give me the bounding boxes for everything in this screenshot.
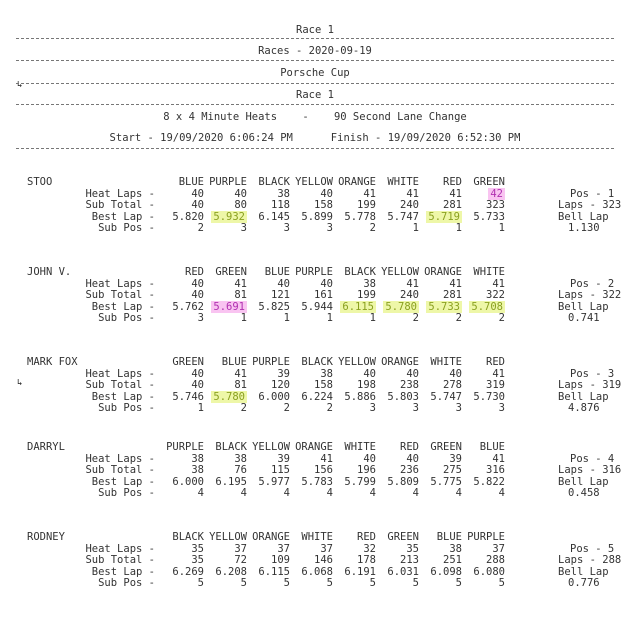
- row-label-best-lap: Best Lap -: [91, 300, 155, 313]
- cell-sub-total: 121: [271, 289, 290, 301]
- cell-best-lap: 6.000: [172, 475, 204, 488]
- cell-sub-total: 38: [191, 464, 204, 476]
- cell-heat-laps: 41: [492, 452, 505, 465]
- cell-heat-laps: 40: [449, 367, 462, 380]
- cell-sub-total: 81: [234, 379, 247, 391]
- cell-best-lap: 5.733: [428, 300, 460, 313]
- cell-best-lap: 6.269: [172, 565, 204, 578]
- lane-header: YELLOW: [338, 356, 376, 368]
- cell-best-lap: 6.191: [344, 565, 376, 578]
- cell-sub-total: 288: [486, 554, 505, 566]
- cell-sub-pos: 4: [283, 487, 290, 499]
- cell-heat-laps: 40: [191, 367, 204, 380]
- cell-heat-laps: 40: [234, 187, 247, 200]
- cell-best-lap: 6.208: [215, 565, 247, 578]
- final-position: Pos - 4: [570, 452, 615, 465]
- cell-heat-laps: 39: [277, 367, 290, 380]
- cell-sub-total: 178: [357, 554, 376, 566]
- cell-sub-total: 322: [486, 289, 505, 301]
- cell-sub-total: 80: [234, 199, 247, 211]
- cell-sub-total: 316: [486, 464, 505, 476]
- cell-sub-total: 213: [400, 554, 419, 566]
- total-laps: Laps - 323: [558, 199, 622, 211]
- cell-best-lap: 5.747: [387, 210, 419, 223]
- row-label-heat-laps: Heat Laps -: [85, 452, 155, 465]
- lane-header: ORANGE: [338, 176, 376, 188]
- cell-heat-laps: 38: [449, 542, 462, 555]
- row-label-sub-pos: Sub Pos -: [98, 222, 155, 234]
- cell-sub-pos: 2: [240, 402, 247, 414]
- cell-heat-laps: 39: [277, 452, 290, 465]
- cell-heat-laps: 40: [363, 367, 376, 380]
- cell-sub-total: 319: [486, 379, 505, 391]
- cell-best-lap: 5.803: [387, 390, 419, 403]
- lane-header: RED: [443, 176, 462, 188]
- driver-name: RODNEY: [27, 531, 65, 543]
- cell-heat-laps: 41: [406, 277, 419, 290]
- cell-heat-laps: 41: [449, 277, 462, 290]
- cell-heat-laps: 40: [191, 187, 204, 200]
- cell-best-lap: 5.944: [301, 300, 333, 313]
- bell-lap-value: 0.458: [568, 487, 600, 499]
- cell-sub-total: 109: [271, 554, 290, 566]
- cell-sub-total: 281: [443, 199, 462, 211]
- cell-best-lap: 6.224: [301, 390, 333, 403]
- lane-header: BLACK: [344, 266, 376, 278]
- cell-sub-total: 146: [314, 554, 333, 566]
- bell-lap-label: Bell Lap: [558, 300, 609, 313]
- cell-best-lap: 6.195: [215, 475, 247, 488]
- lane-header: BLUE: [264, 266, 290, 278]
- cell-heat-laps: 35: [406, 542, 419, 555]
- cell-best-lap: 5.799: [344, 475, 376, 488]
- cell-best-lap: 5.747: [430, 390, 462, 403]
- lane-header: WHITE: [344, 441, 376, 453]
- cell-best-lap: 5.746: [172, 390, 204, 403]
- total-laps: Laps - 319: [558, 379, 622, 391]
- cell-best-lap: 6.115: [258, 565, 290, 578]
- cell-sub-pos: 1: [498, 222, 505, 234]
- row-label-sub-pos: Sub Pos -: [98, 487, 155, 499]
- cell-best-lap: 6.080: [473, 565, 505, 578]
- cell-heat-laps: 38: [277, 187, 290, 200]
- cell-sub-pos: 3: [326, 222, 333, 234]
- cell-sub-total: 199: [357, 199, 376, 211]
- driver-block: [0, 532, 640, 612]
- cell-best-lap: 6.031: [387, 565, 419, 578]
- lane-header: GREEN: [387, 531, 419, 543]
- cell-heat-laps: 38: [234, 452, 247, 465]
- cell-sub-pos: 4: [498, 487, 505, 499]
- race-date: Races - 2020-09-19: [258, 45, 372, 57]
- cell-sub-total: 281: [443, 289, 462, 301]
- cell-heat-laps: 32: [363, 542, 376, 555]
- cell-sub-total: 240: [400, 289, 419, 301]
- cell-sub-pos: 3: [455, 402, 462, 414]
- cell-best-lap: 6.145: [258, 210, 290, 223]
- cell-best-lap: 6.115: [342, 300, 374, 313]
- cell-best-lap: 5.733: [473, 210, 505, 223]
- lane-header: BLACK: [215, 441, 247, 453]
- cell-sub-total: 158: [314, 379, 333, 391]
- cell-sub-total: 118: [271, 199, 290, 211]
- cell-sub-total: 323: [486, 199, 505, 211]
- bell-lap-label: Bell Lap: [558, 210, 609, 223]
- lane-header: RED: [400, 441, 419, 453]
- lane-header: PURPLE: [252, 356, 290, 368]
- row-label-best-lap: Best Lap -: [91, 390, 155, 403]
- cell-sub-total: 72: [234, 554, 247, 566]
- cell-heat-laps: 40: [406, 367, 419, 380]
- final-position: Pos - 2: [570, 277, 615, 290]
- cell-heat-laps: 41: [234, 277, 247, 290]
- cell-best-lap: 6.000: [258, 390, 290, 403]
- cell-sub-total: 156: [314, 464, 333, 476]
- cell-sub-pos: 2: [197, 222, 204, 234]
- cell-sub-pos: 4: [369, 487, 376, 499]
- lane-header: GREEN: [430, 441, 462, 453]
- final-position: Pos - 5: [570, 542, 615, 555]
- lane-header: PURPLE: [209, 176, 247, 188]
- cell-best-lap: 5.719: [428, 210, 460, 223]
- bell-lap-value: 0.776: [568, 577, 600, 589]
- row-label-best-lap: Best Lap -: [91, 210, 155, 223]
- lane-header: RED: [357, 531, 376, 543]
- cell-heat-laps: 38: [191, 452, 204, 465]
- cell-sub-total: 40: [191, 199, 204, 211]
- row-label-sub-total: Sub Total -: [85, 289, 155, 301]
- cell-sub-pos: 4: [412, 487, 419, 499]
- bell-lap-label: Bell Lap: [558, 390, 609, 403]
- cell-sub-pos: 5: [369, 577, 376, 589]
- cell-best-lap: 5.809: [387, 475, 419, 488]
- cell-sub-total: 158: [314, 199, 333, 211]
- cell-heat-laps: 41: [363, 187, 376, 200]
- row-label-sub-total: Sub Total -: [85, 554, 155, 566]
- row-label-sub-total: Sub Total -: [85, 379, 155, 391]
- cell-heat-laps: 40: [320, 187, 333, 200]
- row-label-heat-laps: Heat Laps -: [85, 277, 155, 290]
- bell-lap-value: 1.130: [568, 222, 600, 234]
- total-laps: Laps - 316: [558, 464, 622, 476]
- lane-header: WHITE: [301, 531, 333, 543]
- cell-sub-pos: 3: [498, 402, 505, 414]
- cell-sub-total: 238: [400, 379, 419, 391]
- driver-block: [0, 442, 640, 522]
- cell-sub-pos: 1: [455, 222, 462, 234]
- driver-name: JOHN V.: [27, 266, 72, 278]
- cell-heat-laps: 41: [492, 367, 505, 380]
- cell-best-lap: 5.691: [213, 300, 245, 313]
- cell-sub-total: 236: [400, 464, 419, 476]
- cell-sub-total: 40: [191, 289, 204, 301]
- cell-best-lap: 5.825: [258, 300, 290, 313]
- cell-sub-pos: 4: [197, 487, 204, 499]
- cell-sub-pos: 2: [369, 222, 376, 234]
- cell-heat-laps: 41: [449, 187, 462, 200]
- cell-heat-laps: 40: [363, 452, 376, 465]
- lane-header: BLACK: [301, 356, 333, 368]
- bell-lap-value: 0.741: [568, 312, 600, 324]
- cell-heat-laps: 39: [449, 452, 462, 465]
- cell-heat-laps: 41: [234, 367, 247, 380]
- lane-header: PURPLE: [295, 266, 333, 278]
- cell-heat-laps: 40: [191, 277, 204, 290]
- cell-sub-total: 81: [234, 289, 247, 301]
- lane-header: PURPLE: [467, 531, 505, 543]
- cell-sub-pos: 3: [240, 222, 247, 234]
- lane-header: GREEN: [172, 356, 204, 368]
- final-position: Pos - 3: [570, 367, 615, 380]
- cell-sub-pos: 3: [197, 312, 204, 324]
- lane-header: YELLOW: [252, 441, 290, 453]
- lane-header: BLUE: [221, 356, 247, 368]
- cell-heat-laps: 37: [277, 542, 290, 555]
- cell-sub-total: 35: [191, 554, 204, 566]
- cell-sub-total: 161: [314, 289, 333, 301]
- cell-best-lap: 5.977: [258, 475, 290, 488]
- lane-header: BLACK: [172, 531, 204, 543]
- lane-header: GREEN: [215, 266, 247, 278]
- race-name: Race 1: [296, 89, 334, 101]
- lane-header: GREEN: [473, 176, 505, 188]
- cell-sub-pos: 5: [412, 577, 419, 589]
- cell-best-lap: 5.899: [301, 210, 333, 223]
- cursor-icon: ↳: [17, 80, 23, 90]
- cell-heat-laps: 37: [492, 542, 505, 555]
- cell-sub-total: 240: [400, 199, 419, 211]
- cell-sub-pos: 5: [197, 577, 204, 589]
- cell-heat-laps: 37: [320, 542, 333, 555]
- bell-lap-value: 4.876: [568, 402, 600, 414]
- cell-best-lap: 5.778: [344, 210, 376, 223]
- cell-sub-pos: 3: [369, 402, 376, 414]
- row-label-sub-total: Sub Total -: [85, 199, 155, 211]
- cell-sub-total: 275: [443, 464, 462, 476]
- total-laps: Laps - 288: [558, 554, 622, 566]
- cell-heat-laps: 40: [277, 277, 290, 290]
- row-label-sub-pos: Sub Pos -: [98, 402, 155, 414]
- cell-sub-total: 196: [357, 464, 376, 476]
- cell-sub-total: 251: [443, 554, 462, 566]
- cell-sub-total: 120: [271, 379, 290, 391]
- cell-sub-pos: 4: [455, 487, 462, 499]
- cell-sub-pos: 3: [412, 402, 419, 414]
- row-label-sub-pos: Sub Pos -: [98, 312, 155, 324]
- lane-header: WHITE: [473, 266, 505, 278]
- cell-sub-total: 278: [443, 379, 462, 391]
- cursor-icon: ↳: [17, 378, 23, 388]
- cell-heat-laps: 41: [320, 452, 333, 465]
- driver-block: [0, 177, 640, 257]
- cell-heat-laps: 38: [363, 277, 376, 290]
- lane-header: ORANGE: [381, 356, 419, 368]
- cell-sub-pos: 2: [498, 312, 505, 324]
- cell-sub-pos: 1: [326, 312, 333, 324]
- divider: [16, 104, 614, 105]
- cell-best-lap: 5.730: [473, 390, 505, 403]
- cell-best-lap: 5.780: [213, 390, 245, 403]
- row-label-heat-laps: Heat Laps -: [85, 367, 155, 380]
- lane-header: BLUE: [178, 176, 204, 188]
- driver-name: MARK FOX: [27, 356, 78, 368]
- lane-header: YELLOW: [209, 531, 247, 543]
- cell-sub-pos: 2: [326, 402, 333, 414]
- divider: [16, 60, 614, 61]
- row-label-sub-pos: Sub Pos -: [98, 577, 155, 589]
- cell-sub-pos: 4: [326, 487, 333, 499]
- cell-sub-total: 199: [357, 289, 376, 301]
- cell-sub-pos: 5: [498, 577, 505, 589]
- cell-heat-laps: 38: [320, 367, 333, 380]
- final-position: Pos - 1: [570, 187, 615, 200]
- lane-header: ORANGE: [424, 266, 462, 278]
- total-laps: Laps - 322: [558, 289, 622, 301]
- cell-sub-total: 76: [234, 464, 247, 476]
- race-format: 8 x 4 Minute Heats - 90 Second Lane Change: [163, 111, 467, 123]
- cell-sub-pos: 4: [240, 487, 247, 499]
- cell-best-lap: 5.932: [213, 210, 245, 223]
- row-label-heat-laps: Heat Laps -: [85, 187, 155, 200]
- cell-sub-pos: 5: [283, 577, 290, 589]
- cell-heat-laps: 40: [320, 277, 333, 290]
- cell-heat-laps: 42: [490, 187, 503, 200]
- lane-header: PURPLE: [166, 441, 204, 453]
- row-label-best-lap: Best Lap -: [91, 475, 155, 488]
- driver-block: [0, 357, 640, 437]
- series-name: Porsche Cup: [280, 67, 350, 79]
- lane-header: BLUE: [436, 531, 462, 543]
- lane-header: BLACK: [258, 176, 290, 188]
- lane-header: YELLOW: [295, 176, 333, 188]
- cell-sub-total: 115: [271, 464, 290, 476]
- lane-header: RED: [185, 266, 204, 278]
- row-label-sub-total: Sub Total -: [85, 464, 155, 476]
- divider: [16, 38, 614, 39]
- driver-block: [0, 267, 640, 347]
- cell-best-lap: 5.708: [471, 300, 503, 313]
- cell-best-lap: 5.822: [473, 475, 505, 488]
- cell-heat-laps: 41: [406, 187, 419, 200]
- cell-best-lap: 5.775: [430, 475, 462, 488]
- row-label-best-lap: Best Lap -: [91, 565, 155, 578]
- lane-header: WHITE: [430, 356, 462, 368]
- cell-best-lap: 5.783: [301, 475, 333, 488]
- lane-header: BLUE: [479, 441, 505, 453]
- bell-lap-label: Bell Lap: [558, 475, 609, 488]
- cell-sub-pos: 1: [283, 312, 290, 324]
- cell-sub-pos: 1: [412, 222, 419, 234]
- cell-sub-pos: 2: [455, 312, 462, 324]
- cell-best-lap: 5.780: [385, 300, 417, 313]
- cell-heat-laps: 40: [406, 452, 419, 465]
- lane-header: ORANGE: [295, 441, 333, 453]
- cell-heat-laps: 41: [492, 277, 505, 290]
- cell-sub-pos: 5: [326, 577, 333, 589]
- cell-best-lap: 6.098: [430, 565, 462, 578]
- cell-sub-pos: 5: [240, 577, 247, 589]
- cell-sub-pos: 2: [283, 402, 290, 414]
- cell-sub-pos: 3: [283, 222, 290, 234]
- divider: [16, 148, 614, 149]
- cell-sub-pos: 1: [197, 402, 204, 414]
- cell-heat-laps: 37: [234, 542, 247, 555]
- cell-best-lap: 5.762: [172, 300, 204, 313]
- race-times: Start - 19/09/2020 6:06:24 PM Finish - 19/09/2020 6:52:30 PM: [109, 132, 521, 144]
- driver-name: DARRYL: [27, 441, 65, 453]
- cell-sub-pos: 2: [412, 312, 419, 324]
- lane-header: WHITE: [387, 176, 419, 188]
- cell-heat-laps: 35: [191, 542, 204, 555]
- cell-sub-pos: 1: [240, 312, 247, 324]
- divider: [16, 83, 614, 84]
- report-title: Race 1: [296, 24, 334, 36]
- cell-sub-total: 40: [191, 379, 204, 391]
- driver-name: STOO: [27, 176, 53, 188]
- lane-header: RED: [486, 356, 505, 368]
- row-label-heat-laps: Heat Laps -: [85, 542, 155, 555]
- cell-best-lap: 6.068: [301, 565, 333, 578]
- cell-best-lap: 5.820: [172, 210, 204, 223]
- lane-header: YELLOW: [381, 266, 419, 278]
- cell-sub-pos: 5: [455, 577, 462, 589]
- cell-sub-total: 198: [357, 379, 376, 391]
- lane-header: ORANGE: [252, 531, 290, 543]
- bell-lap-label: Bell Lap: [558, 565, 609, 578]
- cell-best-lap: 5.886: [344, 390, 376, 403]
- cell-sub-pos: 1: [369, 312, 376, 324]
